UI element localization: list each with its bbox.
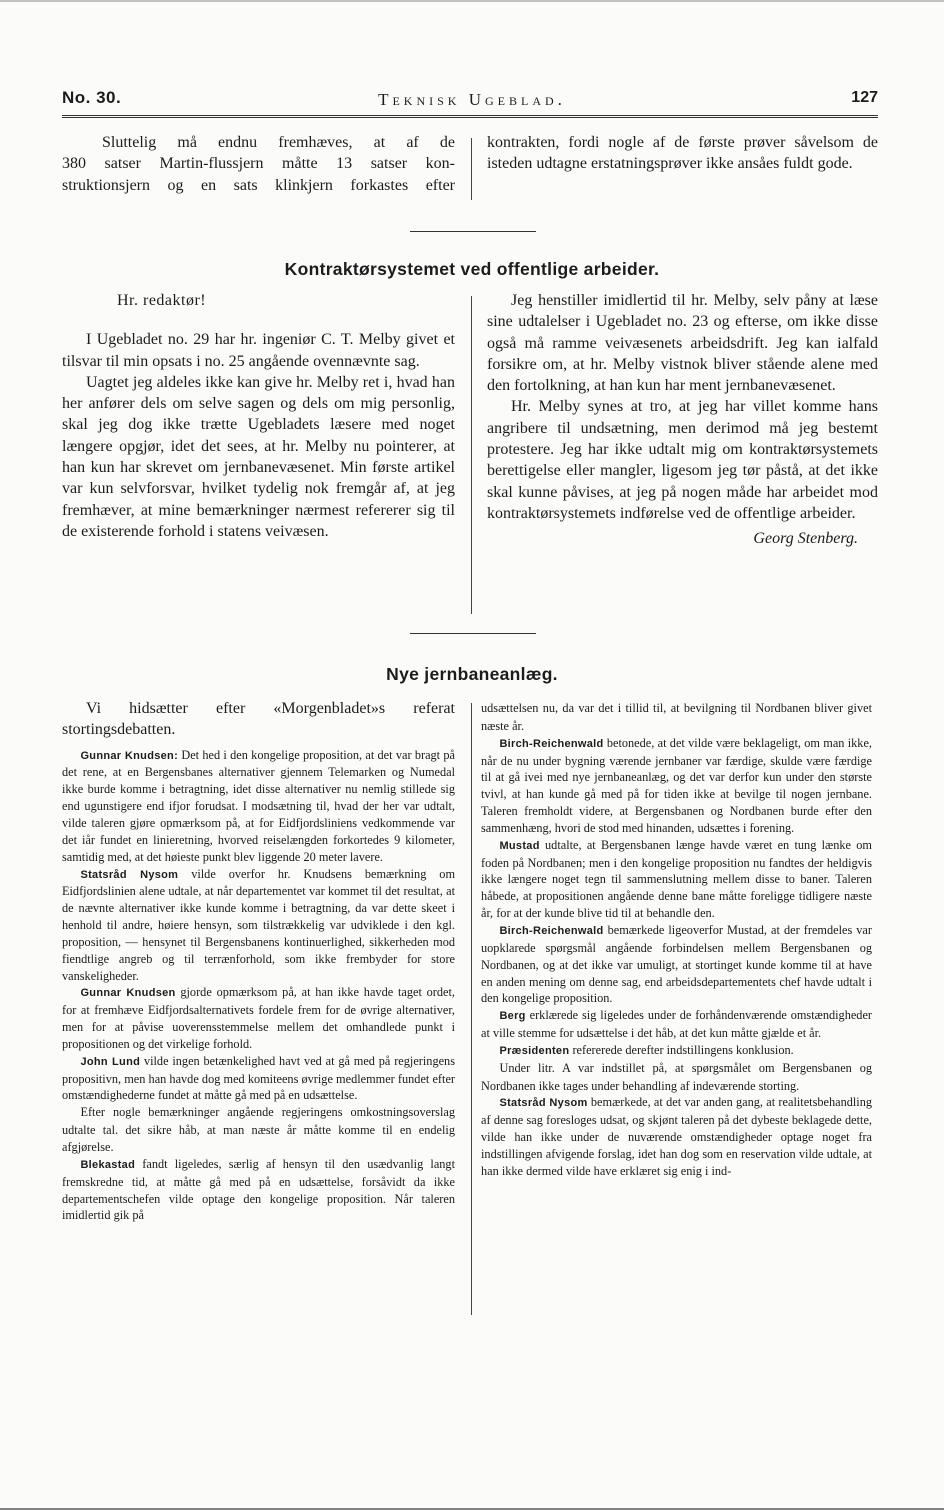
continuation-line-1: Sluttelig må endnu fremhæves, at af de [102, 134, 455, 151]
debate-paragraph: Birch-Reichenwald betonede, at det vilde være beklageligt, om man ikke, når de nu under bygning værende jernbaner var færdige, skulde være færdige til at gå ivei med nye jernbaneanlæg, og det var derfor kun under den største tvivl, at han kunde gå med på for tiden ikke at bevilge til nogen jernbane. Taleren fremholdt videre, at Bergensbanen og Nordbanen burde efter den sammenhæng, hvori de stod med hinanden, udsættes i forening. [481, 735, 872, 835]
section-divider [410, 231, 536, 232]
issue-number: No. 30. [62, 88, 122, 107]
continuation-right [487, 132, 878, 175]
article1-right-column [487, 290, 878, 550]
debate-paragraph: Statsråd Nysom vilde overfor hr. Knudsens bemærkning om Eidfjordslinien alene udtale, at når departementet var kommet til det resultat, at de nævnte alternativer ikke kunde komme i betragtning, da var dette skeet i henhold til andre, høiere hensyn, som tilstrækkelig var udviklede i den kgl. proposition, — hensynet til Bergensbanens kontinuerlighed, sikkerheden mod fiendtlige angreb og til terrænforhold, som ikke frembyder for store vanskeligheder. [62, 866, 456, 983]
signature: Georg Stenberg. [753, 530, 858, 548]
debate-paragraph: Birch-Reichenwald bemærkede ligeoverfor Mustad, at der fremdeles var uopklarede spørgsmål angående forbindelsen mellem Bergensbanen og Nordbanen, og at det ikke var umuligt, at stortinget kunde komme til at have en anden mening om denne sag, end arbeidsdepartementets chef havde udtalt i den kongelige proposition. [481, 922, 872, 1006]
speaker-name: Gunnar Knudsen [80, 987, 176, 1000]
article1-left-column [62, 290, 455, 542]
column-divider [471, 138, 472, 200]
article-heading-nye-jernbaneanlaeg: Nye jernbaneanlæg. [386, 664, 558, 684]
continuation-left [62, 132, 455, 196]
debate-paragraph: udsættelsen nu, da var det i tillid til, at bevilgning til Nordbanen bliver givet næste år. [481, 701, 872, 733]
article1-paragraph: I Ugebladet no. 29 har hr. ingeniør C. T. Melby givet et tilsvar til min opsats i no. 25 angående ovennævnte sag. [62, 331, 455, 370]
debate-paragraph: Berg erklærede sig ligeledes under de forhåndenværende omstændigheder at ville stemme for udsættelse i det håb, at det kun måtte gjælde et år. [481, 1008, 872, 1041]
greeting: Hr. redaktør! [117, 292, 207, 309]
section-divider [410, 633, 536, 634]
article-heading-kontraktorsystemet: Kontraktørsystemet ved offentlige arbeider. [284, 259, 660, 279]
speaker-name: Berg [499, 1010, 526, 1023]
speaker-name: Præsidenten [499, 1044, 570, 1057]
column-divider [471, 296, 472, 614]
article2-left-column [62, 698, 455, 1224]
debate-paragraph: Statsråd Nysom bemærkede, at det var anden gang, at realitetsbehandling af denne sag foresloges udsat, og skjønt taleren på det dybeste beklagede dette, vilde han ikke under de nuværende omstændigheder optage noget fra indstillingen afvigende forslag, idet han dog som en reservation vilde udtale, at han ikke dermed vilde have erklæret sig enig i ind- [481, 1095, 872, 1178]
article1-paragraph: Hr. Melby synes at tro, at jeg har villet komme hans angribere til undsætning, men derimod må jeg bestemt protestere. Jeg har ikke udtalt mig om kontraktørsystemets berettigelse eller mangler, ligesom jeg tør påstå, at det ikke skal kunne påvises, at jeg på nogen måde har arbeidet mod kontraktørsystemets indførelse ved de offentlige arbeider. [487, 398, 878, 522]
top-scan-edge [0, 0, 944, 2]
page-number: 127 [851, 89, 878, 106]
article2-right-column [481, 700, 872, 1180]
continuation-line-3: struktionsjern og en sats klinkjern forkastes efter [62, 176, 455, 194]
debate-paragraph: Under litr. A var indstillet på, at spørgsmålet om Bergensbanen og Nordbanen ikke tages under behandling af indeværende storting. [481, 1060, 872, 1093]
continuation-line-2: 380 satser Martin-flussjern måtte 13 satser kon- [62, 155, 455, 173]
article1-paragraph: Jeg henstiller imidlertid til hr. Melby, selv påny at læse sine udtalelser i Ugebladet no. 23 og efterse, om ikke disse også må ramme veivæsenets arbeidsdrift. Jeg kan ialfald forsikre om, at hr. Melby vistnok bliver stående alene med den fortolkning, at han kun har ment jernbanevæsenet. [487, 292, 878, 395]
speaker-name: Birch-Reichenwald [499, 737, 604, 750]
debate-paragraph: Præsidenten refererede derefter indstillingens konklusion. [499, 1042, 794, 1057]
column-divider [471, 703, 472, 1315]
debate-paragraph: Efter nogle bemærkninger angående regjeringens omkostningsoverslag udtalte tal. det sikre håb, at man næste år måtte komme til en endelig afgjørelse. [62, 1105, 455, 1154]
speaker-name: Gunnar Knudsen: [80, 749, 179, 762]
speaker-name: Statsråd Nysom [80, 868, 179, 881]
article1-paragraph: Uagtet jeg aldeles ikke kan give hr. Melby ret i, hvad han her anfører dels om selve sagen og dels om mig personlig, skal jeg dog ikke trætte Ugebladets læsere med noget længere opgjør, idet det sees, at hr. Melby nu pointerer, at han kun har skrevet om jernbanevæsenet. Min første artikel var kun selvforsvar, hvilket tydelig nok fremgår af, at jeg fremhæver, at mine bemærkninger nærmest refererer sig til de existerende forhold i statens veivæsen. [62, 373, 455, 540]
header-rule [62, 115, 878, 118]
speaker-name: Blekastad [80, 1158, 136, 1171]
debate-paragraph: Gunnar Knudsen: Det hed i den kongelige proposition, at det var bragt på det rene, at en Bergensbanes alternativer gjennem Telemarken og Numedal ikke burde komme i betragtning, idet disse alternativer nu nemlig stillede sig end ugunstigere end ifjor forudsat. I modsætning til, hvad der her var udtalt, vilde taleren gjøre opmærksom på, at for Eidfjordsliniens vedkommende var det iår fundet en linieretning, hvorved reiselængden forkortedes 9 kilometer, samtidig med, at det høieste punkt blev liggende 20 meter lavere. [62, 747, 455, 864]
debate-paragraph: Mustad udtalte, at Bergensbanen længe havde været en tung lænke om foden på Nordbanen; men i den kongelige proposition nu fandtes der heldigvis ikke længere noget tegn til sammenslutning mellem disse to baner. Taleren håbede, at propositionen angående denne bane måtte foreligge tidligere næste år, for at der kunde blive tid til at behandle den. [481, 837, 872, 921]
speaker-name: John Lund [80, 1055, 141, 1068]
speaker-name: Mustad [499, 839, 540, 852]
debate-paragraph: Blekastad fandt ligeledes, særlig af hensyn til den usædvanlig langt fremskredne tid, at måtte gå med på en udsættelse, forsåvidt da ikke departementschefen vilde optage den kongelige proposition. Når taleren imidlertid gik på [62, 1156, 455, 1223]
speaker-name: Birch-Reichenwald [499, 924, 604, 937]
debate-paragraph: Gunnar Knudsen gjorde opmærksom på, at han ikke havde taget ordet, for at fremhæve Eidfjordsalternativets fordele frem for de øvrige alternativer, men for at påvise uoverensstemmelse mellem det omhandlede punkt i propositionen og det virkelige forhold. [62, 985, 455, 1051]
masthead-title: Teknisk Ugeblad. [378, 90, 566, 109]
article2-intro: Vi hidsætter efter «Morgenbladet»s referat stortingsdebatten. [62, 700, 455, 739]
debate-paragraph: John Lund vilde ingen betænkelighed havt ved at gå med på regjeringens propositivn, men han havde dog med komiteens øvrige medlemmer fundet efter omstændighederne fundet at måtte gå med på en udsættelse. [62, 1053, 455, 1103]
speaker-name: Statsråd Nysom [499, 1097, 588, 1110]
continuation-right-text: kontrakten, fordi nogle af de første prøver såvelsom de isteden udtagne erstatningsprøver ikke ansåes fuldt gode. [487, 134, 878, 173]
